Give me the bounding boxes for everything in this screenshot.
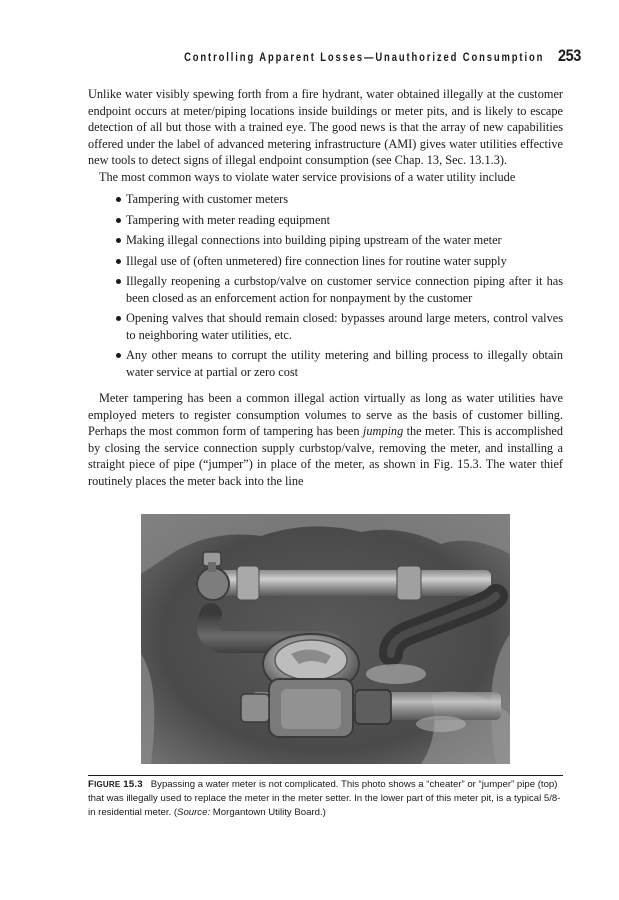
list-item-text: Making illegal connections into building piping upstream of the water meter xyxy=(126,233,502,247)
violation-list xyxy=(88,191,563,380)
running-title: Controlling Apparent Losses—Unauthorized Consumption xyxy=(183,52,545,64)
caption-text: Bypassing a water meter is not complicated. This photo shows a “cheater” or “jumper” pipe (top) that was illegally used to replace the meter in the meter setter. In the lower part of this meter pit, is a typical 5/8-in residential meter. ( xyxy=(88,779,561,818)
list-item xyxy=(88,310,563,343)
list-item-text: Tampering with customer meters xyxy=(126,192,289,206)
paragraph-list-lead: The most common ways to violate water service provisions of a water utility include xyxy=(99,169,516,184)
list-item xyxy=(88,232,563,249)
paragraph-text: the meter. This is accomplished by closing the service connection supply curbstop/valve, removing the meter, and installing a straight piece of pipe (“jumper”) in place of the meter, as shown in Fig. 15.3. The water thief routinely places the meter back into the line xyxy=(88,424,563,488)
list-item-text: Opening valves that should remain closed: bypasses around large meters, control valves to neighboring water utilities, etc. xyxy=(126,311,563,342)
bullet-icon xyxy=(116,197,121,202)
list-item xyxy=(88,347,563,380)
bullet-icon xyxy=(116,218,121,223)
meter-pit-photo xyxy=(141,514,510,764)
figure-label xyxy=(88,779,143,790)
bullet-icon xyxy=(116,316,121,321)
paragraph-intro: Unlike water visibly spewing forth from a fire hydrant, water obtained illegally at the customer endpoint occurs at meter/piping locations inside buildings or meter pits, and is likely to escape detection of all but those with a trained eye. The good news is that the array of new capabilities offered under the label of advanced metering infrastructure (AMI) gives water utilities effective new tools to detect signs of illegal endpoint consumption (see Chap. 13, Sec. 13.1.3). xyxy=(88,87,563,167)
list-item-text: Illegal use of (often unmetered) fire connection lines for routine water supply xyxy=(126,253,507,268)
caption-source-label: Source: xyxy=(177,807,211,818)
list-item-text: Illegally reopening a curbstop/valve on customer service connection piping after it has been closed as an enforcement action for nonpayment by the customer xyxy=(126,274,563,305)
body-text xyxy=(88,86,563,489)
figure-label-word: IGURE xyxy=(94,780,121,789)
caption-rule xyxy=(88,775,563,776)
bullet-icon xyxy=(116,279,121,284)
paragraph-text: Meter tampering has been a common illegal action virtually as long as water utilities have employed meters to register consumption volumes to serve as the basis of customer billing. Perhaps the most common form of tampering has been xyxy=(88,391,563,438)
list-item xyxy=(88,212,563,229)
figure-number: 15.3 xyxy=(123,779,143,790)
list-item xyxy=(88,253,563,270)
bullet-icon xyxy=(116,353,121,358)
running-head xyxy=(88,46,581,66)
list-item xyxy=(88,191,563,208)
list-item-text: Any other means to corrupt the utility metering and billing process to illegally obtain water service at partial or zero cost xyxy=(126,348,563,379)
caption-source: Morgantown Utility Board.) xyxy=(210,807,326,818)
list-item-text: Tampering with meter reading equipment xyxy=(126,212,331,227)
figure-caption xyxy=(88,778,563,820)
paragraph-meter-tampering xyxy=(88,390,563,489)
list-item xyxy=(88,273,563,306)
emphasis-term: jumping xyxy=(362,424,404,438)
meter-pit-photo-illustration xyxy=(141,514,510,764)
bullet-icon xyxy=(116,238,121,243)
bullet-icon xyxy=(116,259,121,264)
page-number: 253 xyxy=(558,46,581,65)
figure-label-initial: F xyxy=(88,779,95,790)
